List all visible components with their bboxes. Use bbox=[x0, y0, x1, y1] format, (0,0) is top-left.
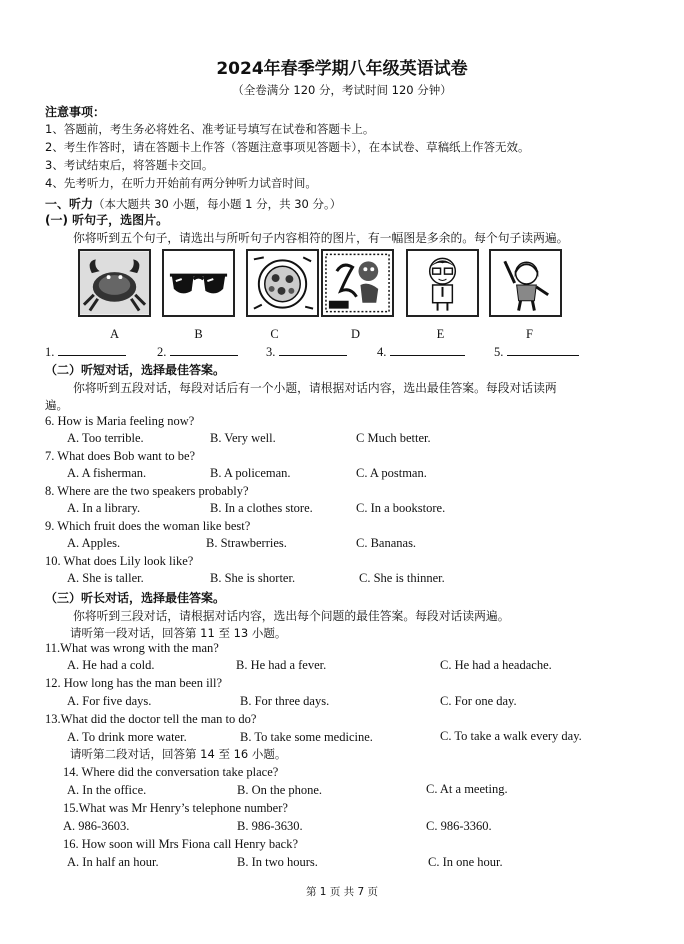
option-b[interactable]: B. In two hours. bbox=[237, 855, 318, 869]
blank-number: 2. bbox=[157, 345, 167, 359]
answer-blank-3[interactable] bbox=[266, 344, 347, 360]
picture-f bbox=[489, 249, 562, 317]
picture-d bbox=[321, 249, 394, 317]
part1-heading-note: （本大题共 30 小题，每小题 1 分，共 30 分。） bbox=[93, 197, 342, 211]
answer-blank-2[interactable] bbox=[157, 344, 238, 360]
picture-letter: F bbox=[526, 327, 533, 341]
option-c[interactable]: C. At a meeting. bbox=[426, 782, 508, 796]
sec2-instruction: 你将听到五段对话，每段对话后有一个小题，请根据对话内容，选出最佳答案。每段对话读两 bbox=[73, 381, 557, 395]
option-a[interactable]: A. A fisherman. bbox=[67, 466, 147, 480]
page-title: 2024年春季学期八年级英语试卷 bbox=[216, 59, 468, 79]
option-c[interactable]: C. Bananas. bbox=[356, 536, 417, 550]
picture-letter: E bbox=[436, 327, 445, 341]
option-a[interactable]: A. To drink more water. bbox=[67, 730, 187, 744]
option-c[interactable]: C. She is thinner. bbox=[359, 571, 445, 585]
notice-item: 1、答题前，考生务必将姓名、准考证号填写在试卷和答题卡上。 bbox=[45, 122, 375, 136]
answer-blank-1[interactable] bbox=[45, 344, 126, 360]
picture-c bbox=[246, 249, 319, 317]
question: 14. Where did the conversation take place? bbox=[63, 765, 279, 779]
blank-number: 3. bbox=[266, 345, 276, 359]
picture-letter: C bbox=[270, 327, 279, 341]
option-c[interactable]: C. 986-3360. bbox=[426, 819, 492, 833]
picture-b bbox=[162, 249, 235, 317]
picture-e bbox=[406, 249, 479, 317]
question: 12. How long has the man been ill? bbox=[45, 676, 223, 690]
option-a[interactable]: A. Apples. bbox=[67, 536, 121, 550]
sec1-instruction: 你将听到五个句子，请选出与所听句子内容相符的图片，有一幅图是多余的。每个句子读两遍。 bbox=[73, 231, 569, 245]
blank-number: 1. bbox=[45, 345, 55, 359]
page-subtitle: （全卷满分 120 分，考试时间 120 分钟） bbox=[232, 83, 452, 97]
tiger-stamp-icon bbox=[323, 251, 392, 315]
option-a[interactable]: A. For five days. bbox=[67, 694, 152, 708]
option-c[interactable]: C. In one hour. bbox=[428, 855, 503, 869]
option-a[interactable]: A. In the office. bbox=[67, 783, 147, 797]
girl-exercise-icon bbox=[491, 251, 560, 315]
question: 16. How soon will Mrs Fiona call Henry back? bbox=[63, 837, 299, 851]
question: 10. What does Lily look like? bbox=[45, 554, 194, 568]
option-c[interactable]: C. To take a walk every day. bbox=[440, 729, 582, 743]
option-b[interactable]: B. 986-3630. bbox=[237, 819, 303, 833]
option-b[interactable]: B. Very well. bbox=[210, 431, 276, 445]
option-a[interactable]: A. 986-3603. bbox=[63, 819, 130, 833]
question: 7. What does Bob want to be? bbox=[45, 449, 196, 463]
picture-a bbox=[78, 249, 151, 317]
boy-glasses-icon bbox=[408, 251, 477, 315]
sec2-instruction-cont: 遍。 bbox=[45, 398, 68, 412]
part1-heading-row bbox=[45, 193, 341, 212]
question: 11.What was wrong with the man? bbox=[45, 641, 219, 655]
option-c[interactable]: C. He had a headache. bbox=[440, 658, 552, 672]
dialog1-intro: 请听第一段对话，回答第 11 至 13 小题。 bbox=[70, 626, 287, 640]
picture-letter: B bbox=[194, 327, 203, 341]
pizza-icon bbox=[248, 251, 317, 315]
option-c[interactable]: C. A postman. bbox=[356, 466, 427, 480]
option-a[interactable]: A. Too terrible. bbox=[67, 431, 144, 445]
picture-letter: A bbox=[109, 327, 120, 341]
notice-heading: 注意事项： bbox=[45, 105, 106, 119]
option-b[interactable]: B. He had a fever. bbox=[236, 658, 327, 672]
option-c[interactable]: C Much better. bbox=[356, 431, 431, 445]
notice-item: 4、先考听力，在听力开始前有两分钟听力试音时间。 bbox=[45, 176, 317, 190]
sunglasses-icon bbox=[164, 251, 233, 315]
blank-number: 4. bbox=[377, 345, 387, 359]
option-b[interactable]: B. To take some medicine. bbox=[240, 730, 373, 744]
sec2-heading: （二）听短对话，选择最佳答案。 bbox=[45, 363, 226, 377]
notice-item: 3、考试结束后，将答题卡交回。 bbox=[45, 158, 214, 172]
question: 6. How is Maria feeling now? bbox=[45, 414, 195, 428]
question: 9. Which fruit does the woman like best? bbox=[45, 519, 251, 533]
option-c[interactable]: C. For one day. bbox=[440, 694, 517, 708]
answer-blank-5[interactable] bbox=[494, 344, 579, 360]
option-a[interactable]: A. She is taller. bbox=[67, 571, 144, 585]
sec3-heading: （三）听长对话，选择最佳答案。 bbox=[45, 591, 226, 605]
option-c[interactable]: C. In a bookstore. bbox=[356, 501, 446, 515]
option-a[interactable]: A. In a library. bbox=[67, 501, 141, 515]
picture-letter: D bbox=[350, 327, 361, 341]
option-b[interactable]: B. On the phone. bbox=[237, 783, 323, 797]
page-footer: 第 1 页 共 7 页 bbox=[305, 886, 379, 898]
question: 15.What was Mr Henry’s telephone number? bbox=[63, 801, 288, 815]
sec3-instruction: 你将听到三段对话，请根据对话内容，选出每个问题的最佳答案。每段对话读两遍。 bbox=[73, 609, 510, 623]
blank-number: 5. bbox=[494, 345, 504, 359]
answer-blank-4[interactable] bbox=[377, 344, 465, 360]
option-a[interactable]: A. He had a cold. bbox=[67, 658, 155, 672]
question: 8. Where are the two speakers probably? bbox=[45, 484, 249, 498]
crab-icon bbox=[80, 251, 149, 315]
option-b[interactable]: B. For three days. bbox=[240, 694, 330, 708]
sec1-heading: (一) 听句子，选图片。 bbox=[45, 213, 169, 227]
option-b[interactable]: B. She is shorter. bbox=[210, 571, 296, 585]
dialog2-intro: 请听第二段对话，回答第 14 至 16 小题。 bbox=[70, 747, 287, 761]
option-b[interactable]: B. Strawberries. bbox=[206, 536, 287, 550]
option-b[interactable]: B. A policeman. bbox=[210, 466, 291, 480]
question: 13.What did the doctor tell the man to do? bbox=[45, 712, 257, 726]
part1-heading: 一、听力 bbox=[45, 197, 94, 211]
option-b[interactable]: B. In a clothes store. bbox=[210, 501, 313, 515]
option-a[interactable]: A. In half an hour. bbox=[67, 855, 159, 869]
notice-item: 2、考生作答时，请在答题卡上作答（答题注意事项见答题卡），在本试卷、草稿纸上作答无效。 bbox=[45, 140, 530, 154]
